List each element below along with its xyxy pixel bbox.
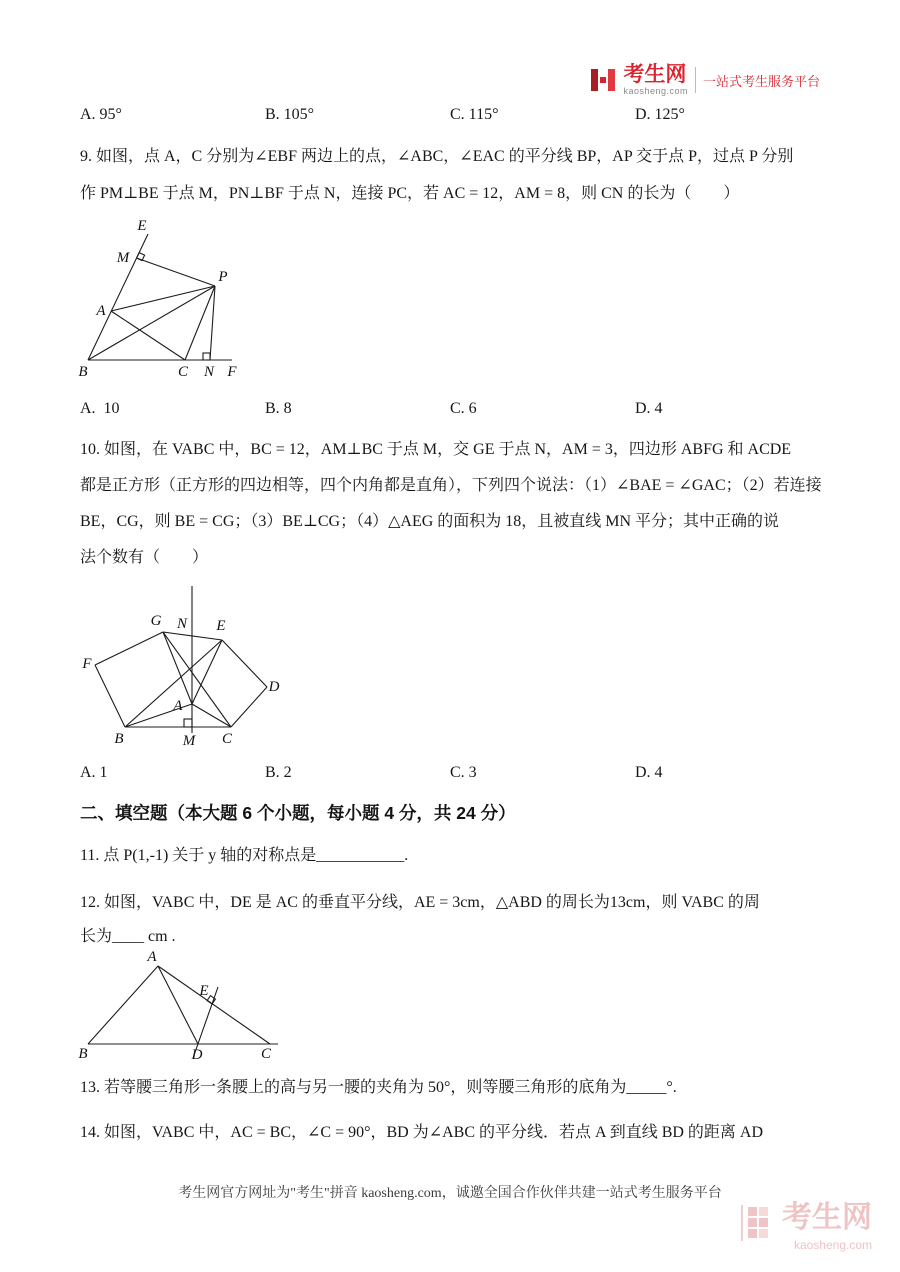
q12-line-2: 长为____ cm . — [80, 928, 176, 945]
logo-text-block — [623, 64, 688, 96]
q9-figure-lines — [88, 234, 232, 360]
q10-line-3: BE，CG，则 BE = CG；（3）BE⊥CG；（4）△AEG 的面积为 18，且被直线 MN 平分；其中正确的说 — [80, 513, 780, 530]
point-label: B — [114, 731, 124, 747]
point-label: B — [78, 1046, 88, 1062]
q10-option-c: C. 3 — [450, 764, 477, 781]
q10-option-a: A. 1 — [80, 764, 108, 781]
q9-option-a: A. 10 — [80, 400, 120, 417]
q8-options-row — [80, 106, 850, 124]
point-label: M — [116, 250, 130, 266]
watermark-logo-icon — [741, 1203, 775, 1243]
q10-option-d: D. 4 — [635, 764, 663, 781]
q8-option-c: C. 115° — [450, 106, 499, 123]
q10-figure — [80, 578, 295, 753]
point-label: C — [177, 364, 189, 380]
q9-options-row — [80, 400, 850, 418]
q11-text — [80, 842, 850, 865]
point-label: F — [82, 656, 92, 672]
q12-figure — [74, 950, 289, 1064]
q14-text — [80, 1119, 850, 1142]
q9-line-2: 作 PM⊥BE 于点 M，PN⊥BF 于点 N，连接 PC，若 AC = 12，AM = 8，则 CN 的长为（ ） — [80, 185, 740, 202]
point-label: C — [260, 1046, 272, 1062]
watermark-text-block — [782, 1203, 872, 1252]
point-label: P — [218, 269, 228, 285]
footer-text: 考生网官方网址为"考生"拼音 kaosheng.com，诚邀全国合作伙伴共建一站式考生服务平台 — [178, 1186, 722, 1201]
q12-text — [80, 886, 850, 954]
q9-option-d: D. 4 — [635, 400, 663, 417]
point-label: A — [173, 698, 183, 714]
point-label: B — [78, 364, 88, 380]
q10-text — [80, 432, 850, 576]
point-label: N — [203, 364, 215, 380]
q10-line-1: 10. 如图，在 VABC 中，BC = 12，AM⊥BC 于点 M，交 GE 于点 N，AM = 3，四边形 ABFG 和 ACDE — [80, 441, 792, 458]
logo-tagline: 一站式考生服务平台 — [702, 73, 820, 89]
logo-domain-text: kaosheng.com — [623, 86, 688, 96]
q14-line-1: 14. 如图，VABC 中，AC = BC，∠C = 90°，BD 为∠ABC 的平分线．若点 A 到直线 BD 的距离 AD — [80, 1124, 764, 1141]
watermark-domain-text: kaosheng.com — [793, 1238, 872, 1252]
watermark-logo — [741, 1203, 872, 1252]
q8-option-d: D. 125° — [635, 106, 685, 123]
q9-text — [80, 138, 850, 212]
point-label: D — [191, 1047, 203, 1063]
point-label: M — [182, 733, 196, 749]
point-label: E — [216, 618, 226, 634]
point-label: N — [176, 616, 188, 632]
q9-figure — [72, 218, 252, 390]
kaosheng-logo-icon — [590, 67, 616, 93]
q10-line-4: 法个数有（ ） — [80, 549, 209, 566]
point-label: E — [137, 218, 147, 234]
section-2-heading: 二、填空题（本大题 6 个小题，每小题 4 分，共 24 分） — [80, 803, 516, 823]
point-label: G — [150, 613, 162, 629]
logo-brand-text: 考生网 — [623, 63, 687, 86]
q11-line-1: 11. 点 P(1,-1) 关于 y 轴的对称点是___________. — [80, 847, 409, 864]
q12-line-1: 12. 如图，VABC 中，DE 是 AC 的垂直平分线，AE = 3cm，△ABD 的周长为13cm，则 VABC 的周 — [80, 894, 760, 911]
point-label: D — [268, 679, 280, 695]
q13-text — [80, 1074, 850, 1097]
logo-separator — [695, 67, 696, 93]
q12-figure-lines — [88, 966, 278, 1058]
point-label: E — [199, 983, 209, 999]
point-label: F — [227, 364, 237, 380]
watermark-brand-text: 考生网 — [782, 1201, 872, 1234]
q10-option-b: B. 2 — [265, 764, 292, 781]
point-label: A — [96, 303, 106, 319]
kaosheng-logo — [590, 64, 820, 96]
q9-option-b: B. 8 — [265, 400, 292, 417]
q10-line-2: 都是正方形（正方形的四边相等，四个内角都是直角），下列四个说法：（1）∠BAE = ∠GAC；（2）若连接 — [80, 477, 822, 494]
q10-options-row — [80, 764, 850, 782]
point-label: C — [221, 731, 233, 747]
q8-option-b: B. 105° — [265, 106, 315, 123]
q8-option-a: A. 95° — [80, 106, 122, 123]
q13-line-1: 13. 若等腰三角形一条腰上的高与另一腰的夹角为 50°，则等腰三角形的底角为_____°. — [80, 1079, 677, 1096]
q9-line-1: 9. 如图，点 A，C 分别为∠EBF 两边上的点，∠ABC，∠EAC 的平分线 BP，AP 交于点 P，过点 P 分别 — [80, 148, 794, 165]
point-label: A — [147, 950, 157, 965]
q9-option-c: C. 6 — [450, 400, 477, 417]
